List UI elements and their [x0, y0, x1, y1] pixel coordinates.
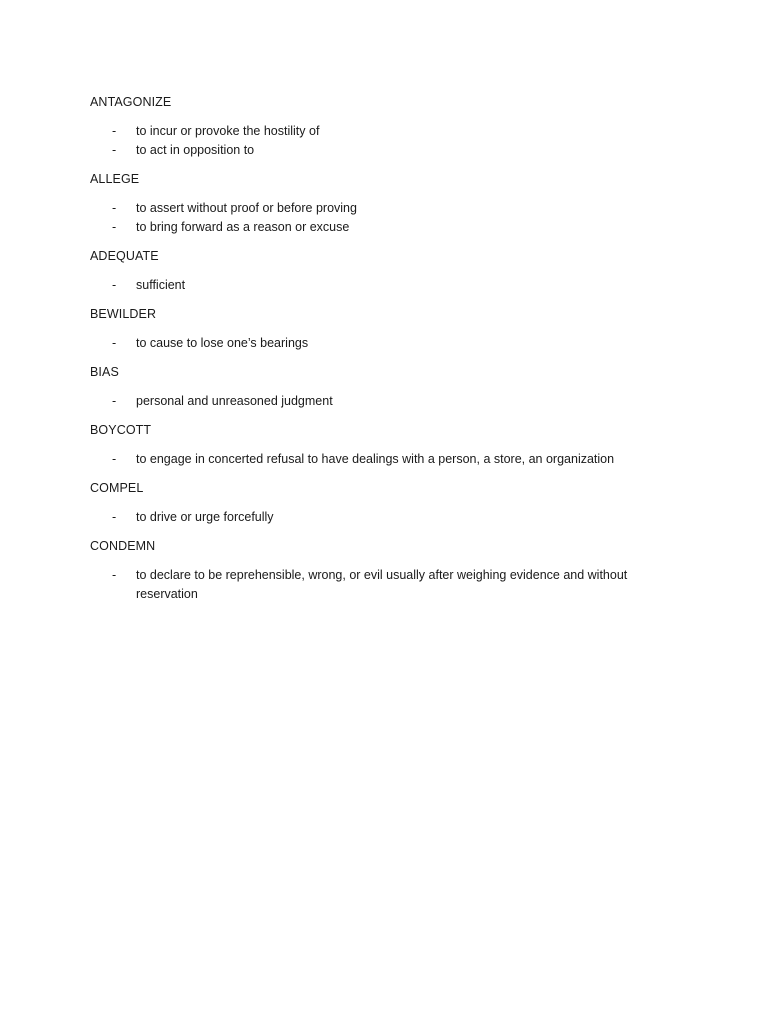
definition-list: [90, 508, 650, 527]
vocab-entry-boycott: [90, 421, 650, 469]
definition-list: [90, 276, 650, 295]
definition-item: [90, 276, 650, 295]
vocab-term: CONDEMN: [90, 539, 156, 553]
definition-item: [90, 450, 650, 469]
definition-text: sufficient: [136, 278, 186, 292]
definition-list: [90, 334, 650, 353]
dash-bullet: -: [112, 336, 117, 350]
vocab-term: BEWILDER: [90, 307, 157, 321]
dash-bullet: -: [112, 201, 117, 215]
dash-bullet: -: [112, 143, 117, 157]
definition-list: [90, 566, 650, 604]
definition-item: [90, 199, 650, 218]
dash-bullet: -: [112, 568, 117, 582]
dash-bullet: -: [112, 394, 117, 408]
definition-text: to act in opposition to: [136, 143, 255, 157]
vocab-entry-allege: [90, 170, 650, 237]
vocab-entry-adequate: [90, 247, 650, 295]
dash-bullet: -: [112, 220, 117, 234]
vocab-term: COMPEL: [90, 481, 144, 495]
definition-text: to drive or urge forcefully: [136, 510, 274, 524]
definition-text: to declare to be reprehensible, wrong, or evil usually after weighing evidence and without reservation: [136, 568, 628, 601]
vocab-entry-bewilder: [90, 305, 650, 353]
dash-bullet: -: [112, 278, 117, 292]
vocab-term: ADEQUATE: [90, 249, 159, 263]
vocab-entry-bias: [90, 363, 650, 411]
definition-item: [90, 141, 650, 160]
vocab-term: BOYCOTT: [90, 423, 152, 437]
vocab-term: ALLEGE: [90, 172, 140, 186]
definition-list: [90, 122, 650, 160]
definition-text: to incur or provoke the hostility of: [136, 124, 320, 138]
vocab-term: BIAS: [90, 365, 119, 379]
definition-text: to engage in concerted refusal to have dealings with a person, a store, an organization: [136, 452, 615, 466]
definition-item: [90, 334, 650, 353]
definition-text: to bring forward as a reason or excuse: [136, 220, 350, 234]
definition-list: [90, 392, 650, 411]
dash-bullet: -: [112, 124, 117, 138]
vocabulary-list: [90, 93, 650, 614]
definition-item: [90, 218, 650, 237]
definition-text: to cause to lose one’s bearings: [136, 336, 309, 350]
definition-text: personal and unreasoned judgment: [136, 394, 333, 408]
vocab-entry-antagonize: [90, 93, 650, 160]
definition-text: to assert without proof or before proving: [136, 201, 357, 215]
definition-item: [90, 122, 650, 141]
definition-list: [90, 450, 650, 469]
definition-item: [90, 508, 650, 527]
vocab-entry-condemn: [90, 537, 650, 604]
vocab-term: ANTAGONIZE: [90, 95, 172, 109]
dash-bullet: -: [112, 452, 117, 466]
vocab-entry-compel: [90, 479, 650, 527]
definition-item: [90, 566, 650, 604]
definition-item: [90, 392, 650, 411]
definition-list: [90, 199, 650, 237]
dash-bullet: -: [112, 510, 117, 524]
